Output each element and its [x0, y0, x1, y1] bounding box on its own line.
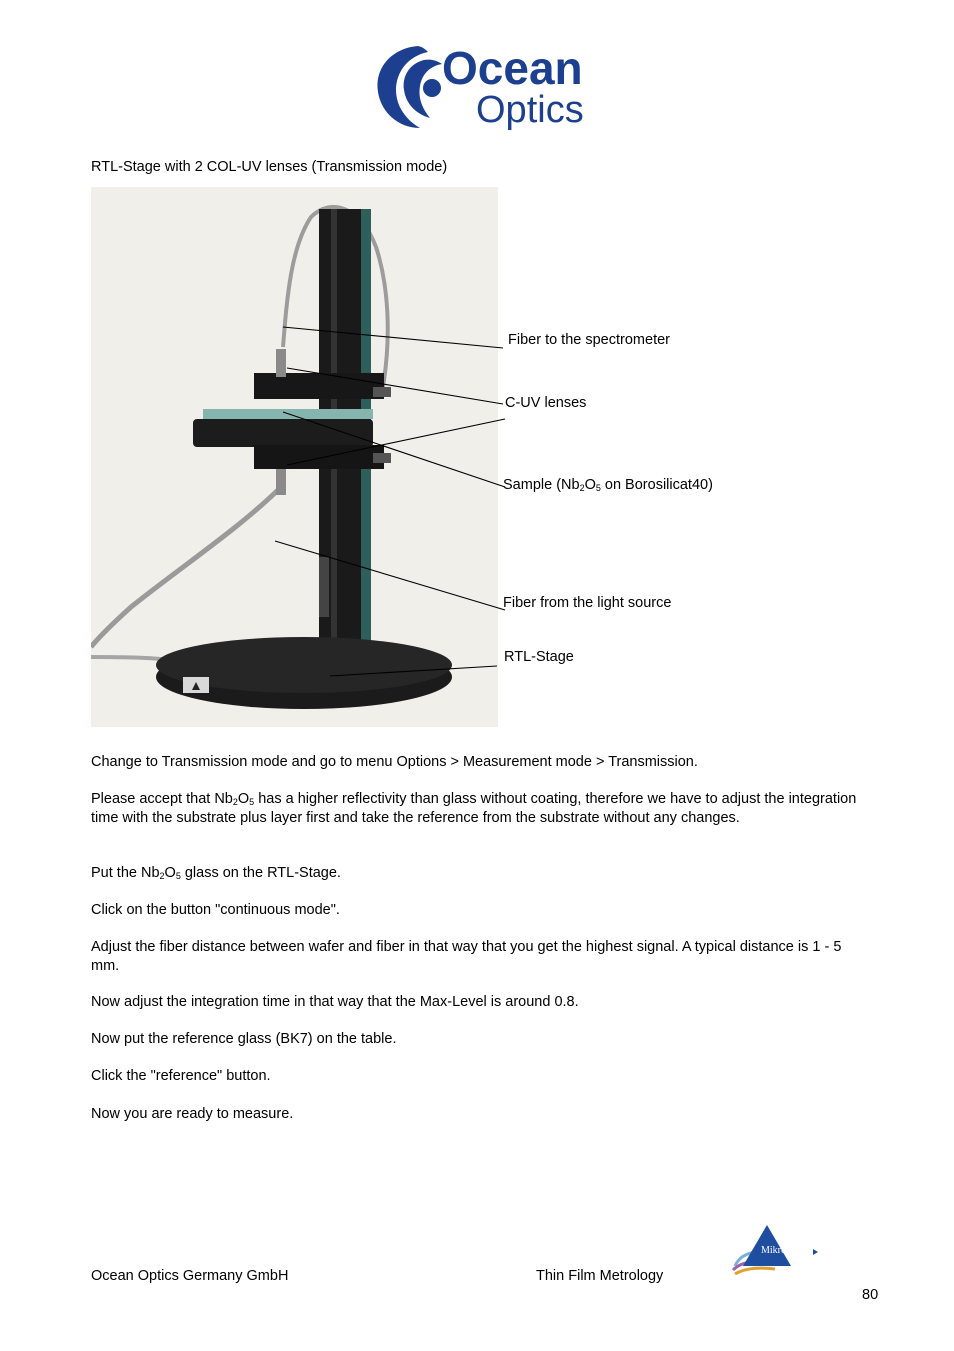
logo-word-ocean: Ocean	[442, 42, 583, 94]
callout-fiber-from-light-source: Fiber from the light source	[503, 595, 672, 611]
paragraph-reference-button: Click the "reference" button.	[91, 1068, 271, 1084]
mikropack-logo-text: Mikropack	[761, 1245, 805, 1256]
callout-cuv-lenses: C-UV lenses	[505, 395, 587, 411]
ocean-optics-logo	[372, 40, 597, 132]
paragraph-integration-time: Now adjust the integration time in that way that the Max-Level is around 0.8.	[91, 994, 579, 1010]
callout-fiber-to-spectrometer: Fiber to the spectrometer	[508, 332, 670, 348]
footer-company: Ocean Optics Germany GmbH	[91, 1268, 289, 1284]
paragraph-continuous-mode: Click on the button "continuous mode".	[91, 902, 340, 918]
page-number: 80	[862, 1287, 879, 1303]
callout-rtl-stage: RTL-Stage	[504, 649, 574, 665]
logo-word-optics: Optics	[476, 89, 584, 131]
paragraph-fiber-distance: Adjust the fiber distance between wafer and fiber in that way that you get the highest signal. A typical distance is 1 - 5 mm.	[91, 939, 842, 974]
rtl-stage-photo	[91, 187, 498, 727]
footer-document-title: Thin Film Metrology	[536, 1268, 664, 1284]
logo-wave-mark	[377, 46, 442, 128]
paragraph-reference-glass: Now put the reference glass (BK7) on the table.	[91, 1031, 397, 1047]
paragraph-put-glass: Put the $Nb_2O_5$ glass on the RTL-Stage.	[91, 865, 341, 881]
paragraph-reflectivity-note: Please accept that $Nb_2O_5$ has a higher reflectivity than glass without coating, therefore we have to adjust the integration time with the substrate plus layer first and take the reference from the substrate without any changes.	[91, 791, 857, 826]
mikropack-logo	[727, 1222, 822, 1284]
paragraph-ready: Now you are ready to measure.	[91, 1106, 294, 1122]
callout-sample: Sample ($Nb_2O_5$ on Borosilicat40)	[503, 477, 713, 493]
figure-caption: RTL-Stage with 2 COL-UV lenses (Transmission mode)	[91, 159, 448, 175]
paragraph-transmission-mode: Change to Transmission mode and go to menu Options > Measurement mode > Transmission.	[91, 754, 698, 770]
